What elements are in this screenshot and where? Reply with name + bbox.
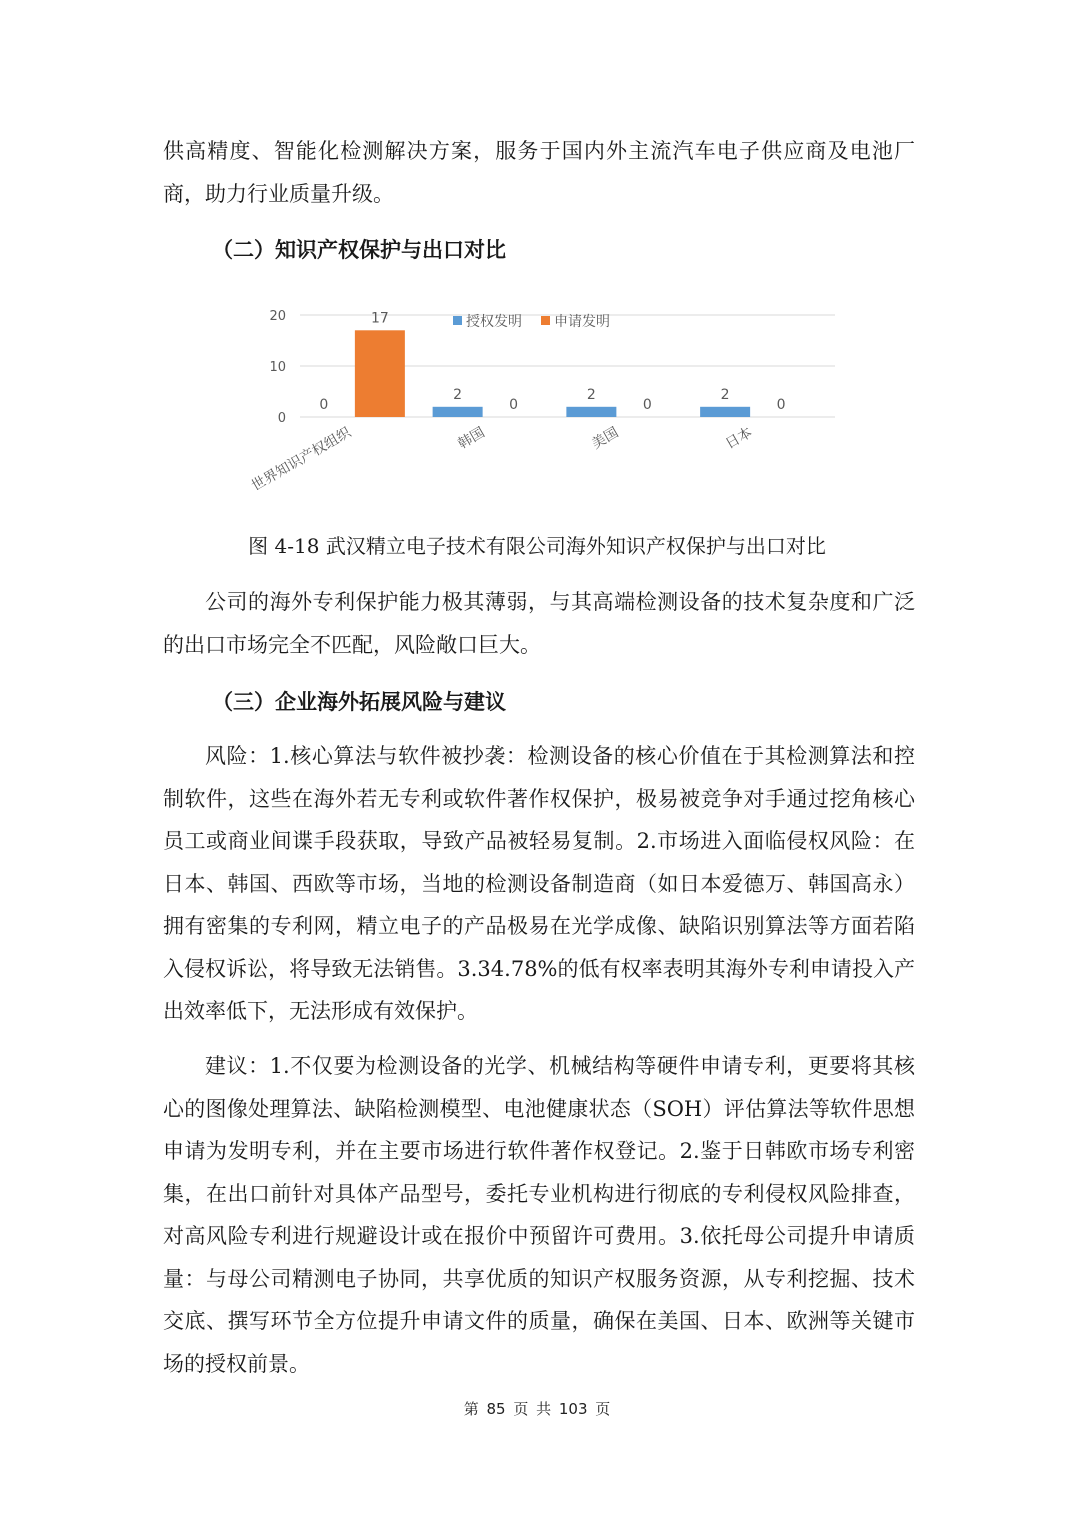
legend-swatch — [541, 316, 550, 325]
legend-label: 申请发明 — [554, 313, 610, 330]
page-footer: 第 85 页 共 103 页 — [0, 1398, 1074, 1419]
data-label: 0 — [319, 397, 328, 413]
legend-swatch — [453, 316, 462, 325]
category-label: 韩国 — [455, 424, 488, 453]
data-label: 0 — [509, 397, 518, 413]
category-label: 世界知识产权组织 — [248, 423, 354, 494]
data-label: 0 — [777, 397, 786, 413]
y-tick-label: 20 — [269, 309, 286, 324]
chart-y-ticks — [269, 309, 286, 426]
paragraph-analysis: 公司的海外专利保护能力极其薄弱，与其高端检测设备的技术复杂度和广泛的出口市场完全不匹配，风险敞口巨大。 — [163, 581, 915, 666]
bar-granted — [566, 407, 616, 417]
paragraph-risks: 风险：1.核心算法与软件被抄袭：检测设备的核心价值在于其检测算法和控制软件，这些在海外若无专利或软件著作权保护，极易被竞争对手通过挖角核心员工或商业间谍手段获取，导致产品被轻易复制。2.市场进入面临侵权风险：在日本、韩国、西欧等市场，当地的检测设备制造商（如日本爱德万、韩国高永）拥有密集的专利网，精立电子的产品极易在光学成像、缺陷识别算法等方面若陷入侵权诉讼，将导致无法销售。3.34.78%的低有权率表明其海外专利申请投入产出效率低下，无法形成有效保护。 — [163, 735, 915, 1033]
y-tick-label: 0 — [278, 411, 286, 426]
y-tick-label: 10 — [269, 360, 286, 375]
bar-granted — [433, 407, 483, 417]
chart-bars — [355, 330, 750, 417]
data-label: 2 — [721, 387, 730, 403]
legend-label: 授权发明 — [466, 313, 522, 330]
ip-comparison-bar-chart — [230, 292, 850, 502]
bar-granted — [700, 407, 750, 417]
data-label: 0 — [643, 397, 652, 413]
data-label: 2 — [587, 387, 596, 403]
paragraph-intro-continuation: 供高精度、智能化检测解决方案，服务于国内外主流汽车电子供应商及电池厂商，助力行业质量升级。 — [163, 130, 915, 215]
section-heading-ip-comparison: （二）知识产权保护与出口对比 — [212, 234, 506, 264]
category-label: 日本 — [722, 424, 755, 453]
figure-caption: 图 4-18 武汉精立电子技术有限公司海外知识产权保护与出口对比 — [0, 530, 1074, 559]
section-heading-risks-advice: （三）企业海外拓展风险与建议 — [212, 686, 506, 716]
category-label: 美国 — [589, 425, 621, 453]
bar-applied — [355, 330, 405, 417]
chart-category-labels — [248, 423, 755, 494]
data-label: 17 — [371, 310, 389, 326]
paragraph-advice: 建议：1.不仅要为检测设备的光学、机械结构等硬件申请专利，更要将其核心的图像处理算法、缺陷检测模型、电池健康状态（SOH）评估算法等软件思想申请为发明专利，并在主要市场进行软件著作权登记。2.鉴于日韩欧市场专利密集，在出口前针对具体产品型号，委托专业机构进行彻底的专利侵权风险排查，对高风险专利进行规避设计或在报价中预留许可费用。3.依托母公司提升申请质量：与母公司精测电子协同，共享优质的知识产权服务资源，从专利挖掘、技术交底、撰写环节全方位提升申请文件的质量，确保在美国、日本、欧洲等关键市场的授权前景。 — [163, 1045, 915, 1385]
data-label: 2 — [453, 387, 462, 403]
chart-legend — [453, 313, 610, 330]
